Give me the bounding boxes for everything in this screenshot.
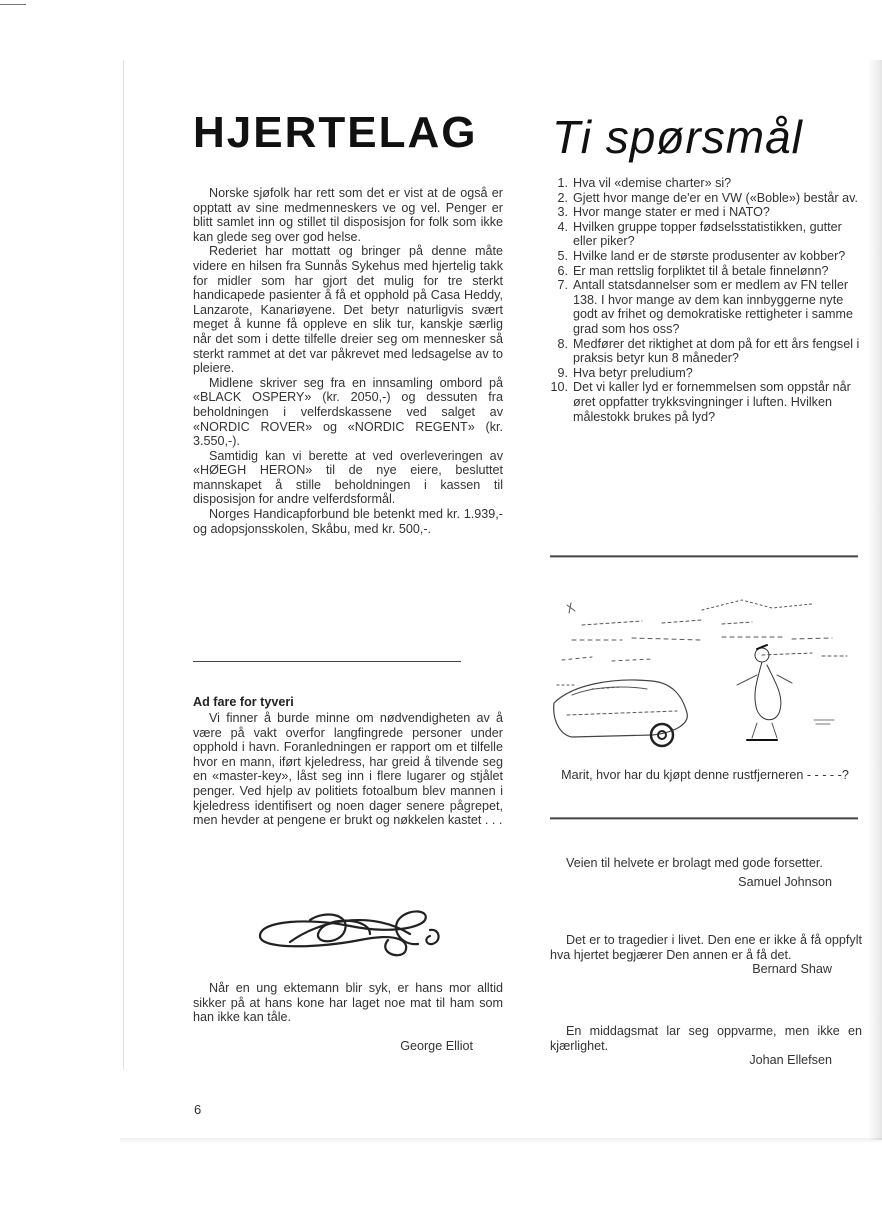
question-text: Hvor mange stater er med i NATO?	[573, 205, 770, 220]
question-text: Hvilken gruppe topper fødselsstatistikken, gutter eller piker?	[573, 219, 842, 249]
section-divider	[550, 555, 858, 558]
question-number: 1.	[557, 176, 568, 190]
question-text: Hvilke land er de største produsenter av kobber?	[573, 248, 846, 263]
article-paragraph: Midlene skriver seg fra en innsamling ombord på «BLACK OSPERY» (kr. 2050,-) og dessuten fra beholdningen i velferdskassene ved salget av «NORDIC ROVER» og «NORDIC REGENT» (kr. 3.550,-).	[193, 375, 503, 449]
quote-author: Bernard Shaw	[752, 962, 832, 977]
theft-heading: Ad fare for tyveri	[193, 695, 294, 709]
theft-paragraph: Vi finner å burde minne om nødvendigheten av å være på vakt overfor langfingrede personer under opphold i havn. Foranledningen er rapport om et tilfelle hvor en mann, iført kjeledress, har greid å tilvende seg en «master-key», låst seg inn i flere lugarer og stjålet penger. Ved hjelp av politiets fotoalbum blev mannen i kjeledress identifisert og noen dager senere pågrepet, men hevder at pengene er brukt og nøkkelen kastet . . .	[193, 711, 503, 828]
questions-section	[550, 176, 862, 424]
question-item	[550, 205, 862, 220]
question-text: Det vi kaller lyd er fornemmelsen som oppstår når øret oppfatter trykksvingninger i luften. Hvilken målestokk brukes på lyd?	[573, 380, 851, 424]
question-item	[550, 278, 862, 336]
question-item	[550, 380, 862, 424]
question-text: Hva betyr preludium?	[573, 365, 693, 380]
shaw-quote	[550, 933, 862, 977]
quote-author: Samuel Johnson	[738, 874, 832, 889]
question-number: 8.	[557, 336, 568, 351]
quote-text: En middagsmat lar seg oppvarme, men ikke en kjærlighet.	[550, 1024, 862, 1053]
page-edge-mark	[0, 4, 26, 5]
question-item	[550, 366, 862, 381]
johnson-quote	[550, 856, 862, 889]
question-item	[550, 220, 862, 249]
heading-ti-sporsmal: Ti spørsmål	[552, 111, 803, 163]
page-number: 6	[194, 1102, 202, 1117]
article-paragraph: Rederiet har mottatt og bringer på denne måte videre en hilsen fra Sunnås Sykehus med hjertelig takk for midler som har gjort det mulig for tre sterkt handicapede pasienter å få et opphold på Casa Heddy, Lanzarote, Kanariøyene. Det betyr naturligvis svært meget å kunne få oppleve en slik tur, kanskje særlig når det som i dette tilfelle dreier seg om mennesker så sterkt rammet at det var påkrevet med ledsagelse av to pleiere.	[193, 244, 503, 376]
heading-hjertelag: HJERTELAG	[193, 108, 478, 157]
cartoon-caption: Marit, hvor har du kjøpt denne rustfjerneren - - - - -?	[561, 768, 849, 782]
quote-author: Johan Ellefsen	[749, 1053, 832, 1068]
hjertelag-article	[193, 186, 503, 536]
section-divider	[193, 661, 461, 662]
question-number: 10.	[550, 380, 568, 395]
article-paragraph: Norske sjøfolk har rett som det er vist at de også er opptatt av sine medmenneskers ve og vel. Penger er blitt samlet inn og stillet til disposisjon for folk som ikke kan glede seg over god helse.	[193, 186, 503, 244]
quote-text: Når en ung ektemann blir syk, er hans mor alltid sikker på at hans kone har laget noe mat til ham som han ikke kan tåle.	[193, 981, 503, 1025]
question-text: Hva vil «demise charter» si?	[573, 176, 732, 190]
theft-article	[193, 695, 503, 828]
question-item	[550, 337, 862, 366]
quote-text: Veien til helvete er brolagt med gode forsetter.	[566, 856, 823, 870]
question-number: 4.	[557, 219, 568, 234]
question-number: 5.	[557, 248, 568, 263]
question-number: 9.	[557, 365, 568, 380]
binding-margin	[123, 60, 124, 1070]
question-number: 3.	[557, 205, 568, 220]
question-number: 7.	[557, 278, 568, 293]
scan-shadow-right	[868, 60, 882, 1140]
ellefsen-quote	[550, 1024, 862, 1068]
article-paragraph: Norges Handicapforbund ble betenkt med kr. 1.939,- og adopsjonsskolen, Skåbu, med kr. 500,-.	[193, 507, 503, 536]
scan-shadow-bottom	[120, 1138, 882, 1144]
question-item	[550, 264, 862, 279]
quote-author: George Elliot	[400, 1038, 473, 1053]
question-text: Gjett hvor mange de'er en VW («Boble») består av.	[573, 190, 858, 205]
flourish-ornament-icon	[250, 900, 450, 960]
question-item	[550, 176, 862, 191]
question-text: Antall statsdannelser som er medlem av FN teller 138. I hvor mange av dem kan innbyggerne nyte godt av frihet og demokratiske rettigheter i samme grad som hos oss?	[573, 278, 853, 336]
question-number: 2.	[557, 190, 568, 205]
quote-text: Det er to tragedier i livet. Den ene er ikke å få oppfylt hva hjertet begjærer Den annen er å få det.	[550, 933, 862, 962]
question-text: Medfører det riktighet at dom på for ett års fengsel i praksis betyr kun 8 måneder?	[573, 336, 860, 366]
question-text: Er man rettslig forpliktet til å betale finnelønn?	[573, 263, 829, 278]
section-divider	[550, 817, 858, 820]
elliot-quote	[193, 981, 503, 1053]
question-number: 6.	[557, 263, 568, 278]
car-cartoon-icon	[552, 585, 852, 755]
question-item	[550, 249, 862, 264]
questions-list	[550, 176, 862, 424]
question-item	[550, 191, 862, 206]
article-paragraph: Samtidig kan vi berette at ved overleveringen av «HØEGH HERON» til de nye eiere, besluttet mannskapet å stille beholdningen i kassen til disposisjon for andre velferdsformål.	[193, 448, 503, 507]
